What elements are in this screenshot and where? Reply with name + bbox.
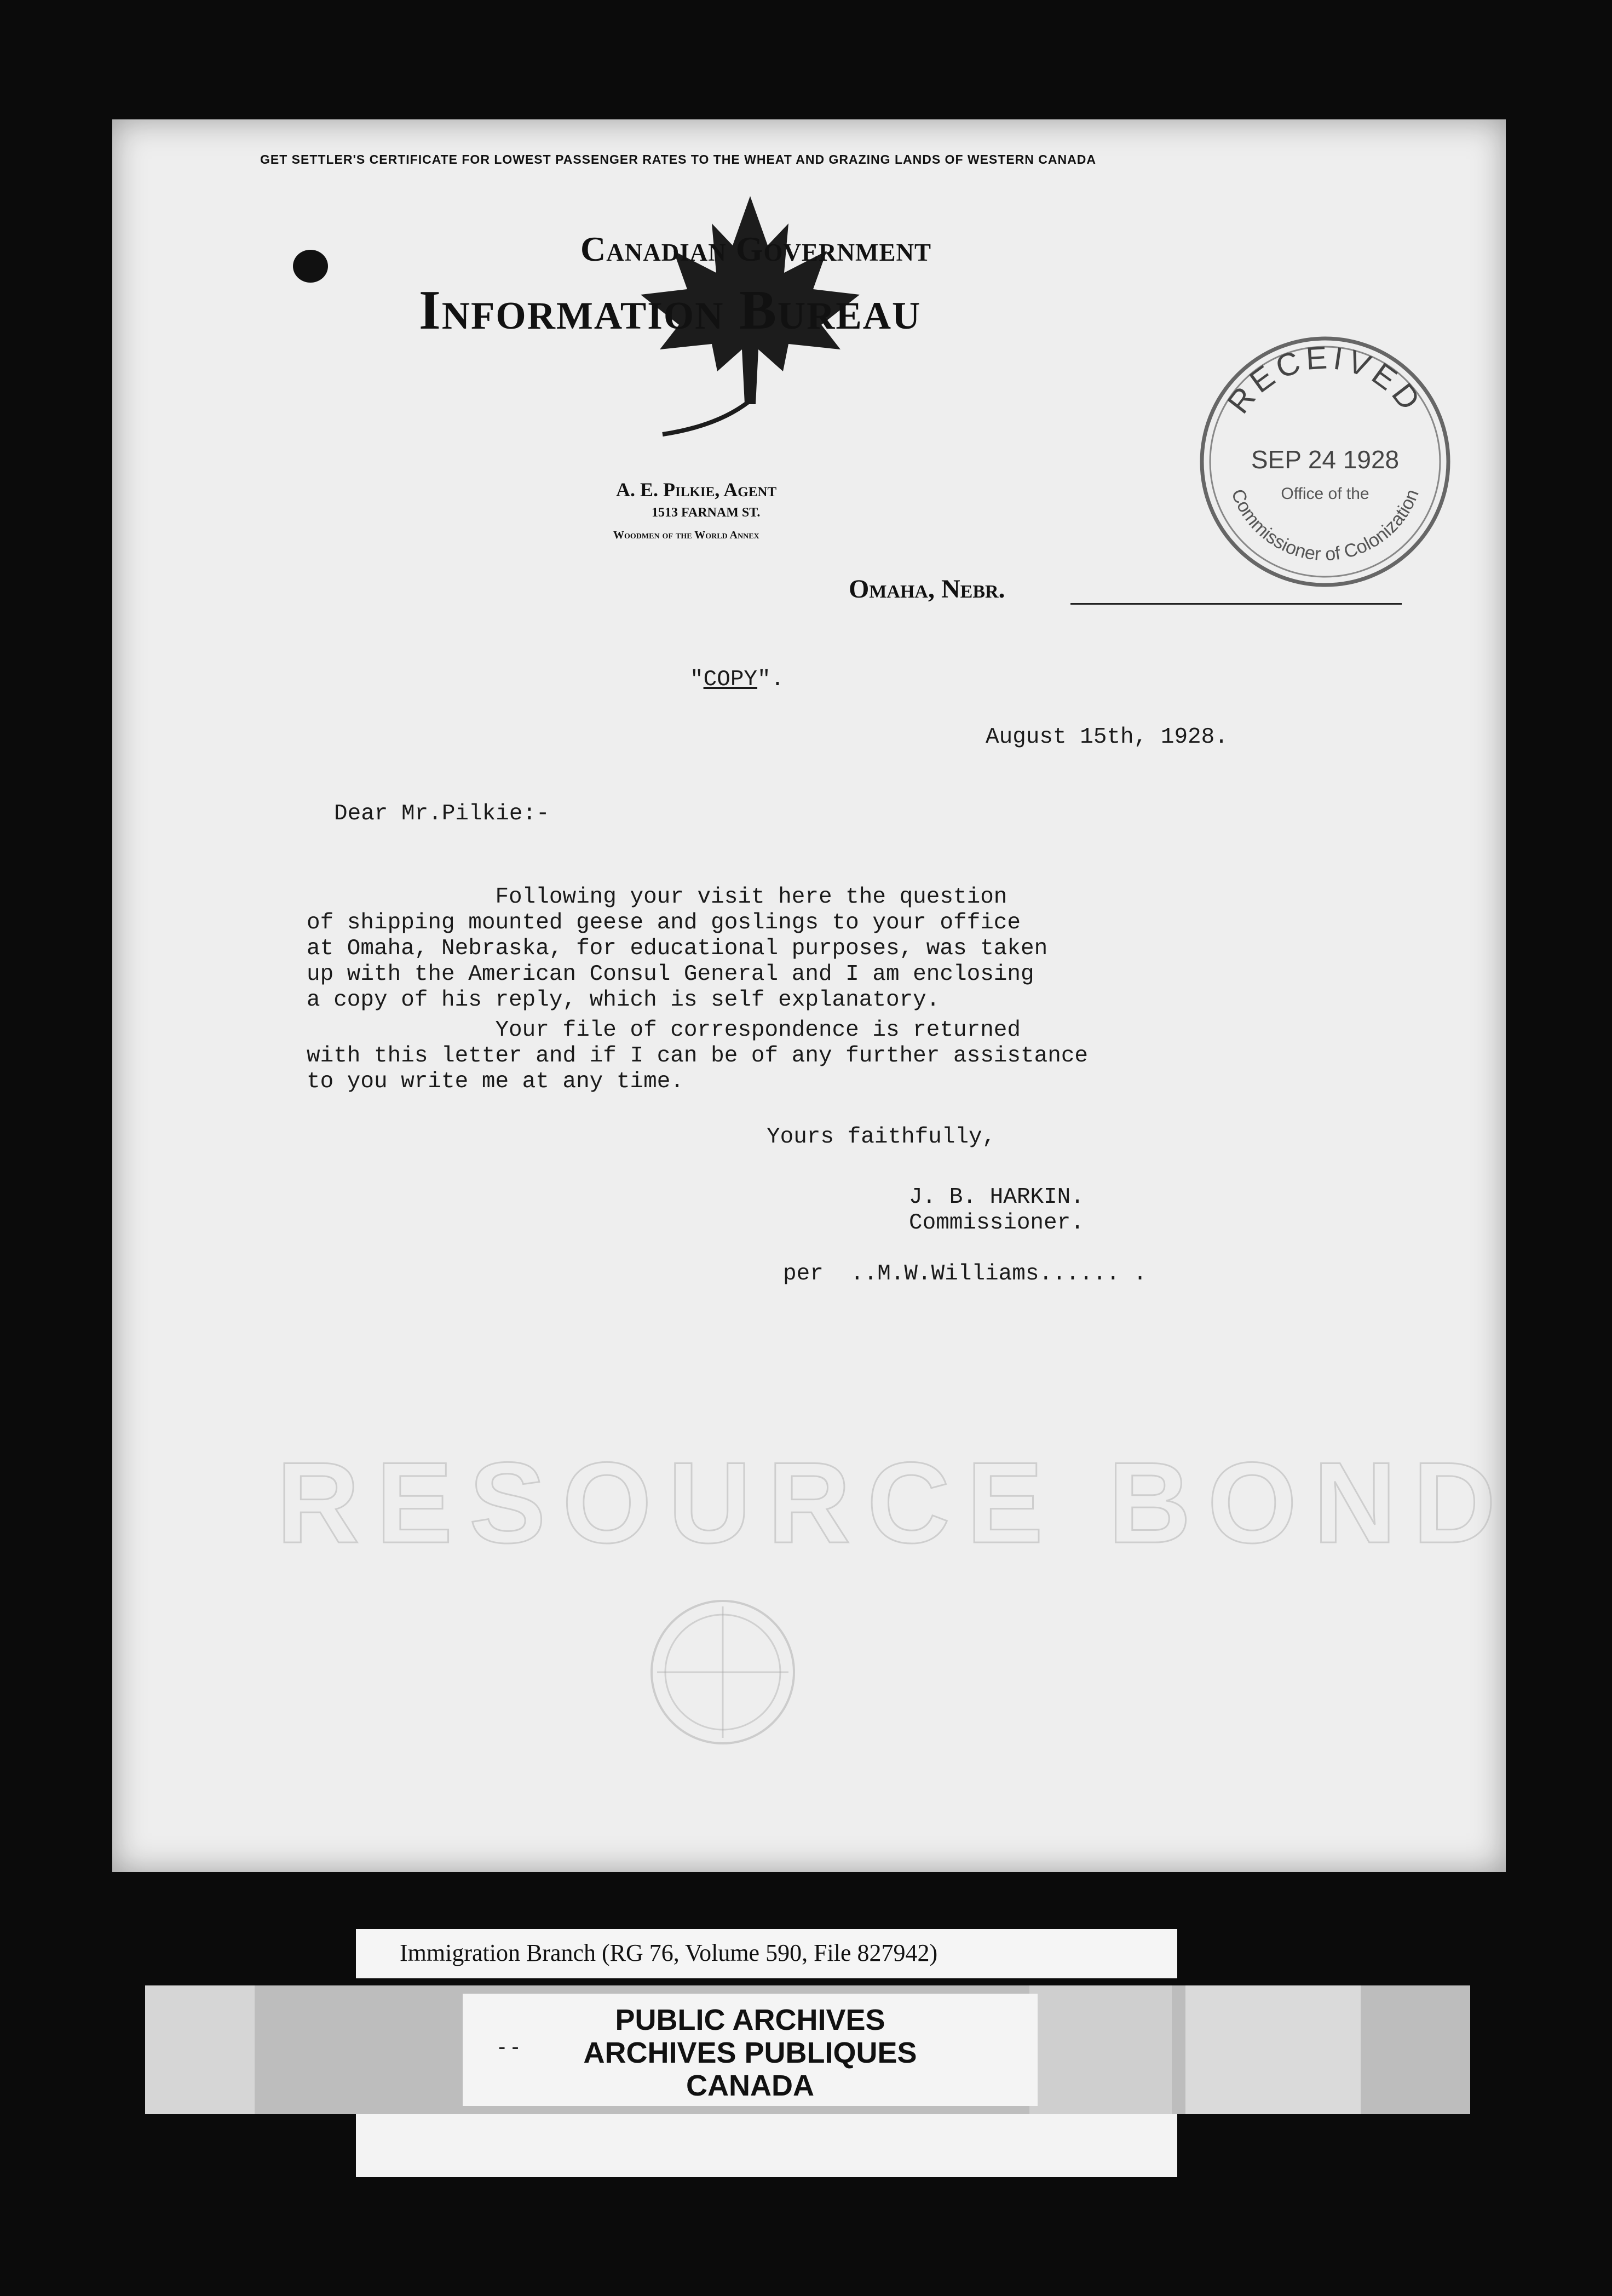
archive-label-bottom [356,2114,1177,2177]
dash-mark: - - [498,2035,519,2059]
received-stamp [1188,325,1462,599]
archive-reference: Immigration Branch (RG 76, Volume 590, File 827942) [356,1929,1177,1978]
watermark-seal-icon [646,1595,799,1749]
letter-sheet [112,119,1512,1872]
agent-name: A. E. Pilkie, Agent [616,479,777,501]
stamp-bottom-text: Commissioner of Colonization [1227,486,1423,565]
paragraph-1-line: Following your visit here the question [307,885,1007,910]
archive-line-1: PUBLIC ARCHIVES [615,2004,885,2036]
salutation: Dear Mr.Pilkie:- [334,801,550,826]
letterhead-tagline: GET SETTLER'S CERTIFICATE FOR LOWEST PASSENGER RATES TO THE WHEAT AND GRAZING LANDS OF WESTERN CANADA [260,152,1096,167]
letterhead-line1: Canadian Government [580,229,932,268]
paragraph-1 [307,859,1047,1013]
ink-blot [293,250,328,283]
agent-annex: Woodmen of the World Annex [613,529,759,541]
copy-word: COPY [703,667,758,692]
city-rule [1070,603,1402,605]
archive-label [463,1994,1038,2106]
letterhead-line2: Information Bureau [419,279,922,341]
stamp-top-text: RECEIVED [1220,339,1430,420]
paragraph-2 [307,1018,1088,1095]
per-line: per ..M.W.Williams...... . [783,1261,1147,1287]
closing: Yours faithfully, [767,1124,996,1150]
stamp-date: SEP 24 1928 [1251,445,1400,474]
paragraph-1-line: at Omaha, Nebraska, for educational purposes, was taken [307,936,1048,961]
paragraph-1-line: a copy of his reply, which is self explanatory. [307,988,940,1013]
signature-block [909,1185,1084,1236]
archive-line-3: CANADA [686,2069,814,2102]
letter-date: August 15th, 1928. [986,725,1228,750]
agent-address: 1513 FARNAM ST. [652,506,761,520]
paragraph-2-line: Your file of correspondence is returned [307,1018,1021,1043]
paragraph-2-line: with this letter and if I can be of any further assistance [307,1043,1089,1069]
copy-mark: "COPY". [690,667,785,692]
svg-text:RECEIVED [1220,340,1430,420]
letterhead-city: Omaha, Nebr. [849,575,1005,604]
paragraph-1-line: of shipping mounted geese and goslings to your office [307,910,1021,935]
archive-line-2: ARCHIVES PUBLIQUES [583,2036,917,2069]
paper-watermark: RESOURCE BOND [277,1438,1512,1567]
paragraph-1-line: up with the American Consul General and I am enclosing [307,962,1034,987]
paragraph-2-line: to you write me at any time. [307,1069,684,1094]
signer-title: Commissioner. [909,1210,1084,1236]
stamp-office: Office of the [1281,485,1369,503]
signer-name: J. B. HARKIN. [909,1185,1084,1210]
